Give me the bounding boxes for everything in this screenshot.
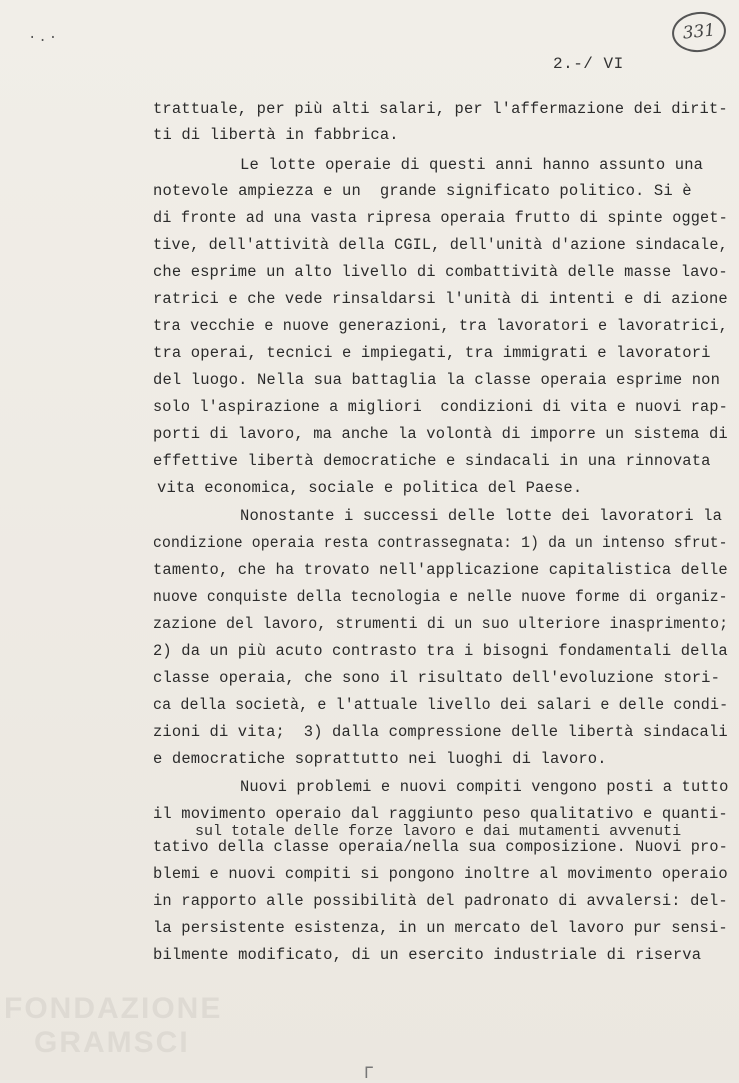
archive-number-stamp	[670, 9, 728, 54]
text-line: tra vecchie e nuove generazioni, tra lavoratori e lavoratrici,	[153, 317, 728, 335]
bottom-mark: ᒥ	[364, 1065, 373, 1083]
text-line: tra operai, tecnici e impiegati, tra immigrati e lavoratori	[153, 344, 711, 362]
text-line: blemi e nuovi compiti si pongono inoltre al movimento operaio	[153, 865, 728, 883]
text-line: il movimento operaio dal raggiunto peso qualitativo e quanti-	[153, 805, 728, 823]
text-line: solo l'aspirazione a migliori condizioni di vita e nuovi rap-	[153, 398, 728, 416]
text-line: porti di lavoro, ma anche la volontà di imporre un sistema di	[153, 425, 728, 443]
text-line: vita economica, sociale e politica del Paese.	[157, 479, 583, 497]
text-line: del luogo. Nella sua battaglia la classe operaia esprime non	[153, 371, 721, 389]
text-line: che esprime un alto livello di combattività delle masse lavo-	[153, 263, 728, 281]
archive-number: 331	[681, 20, 717, 44]
text-line: ratrici e che vede rinsaldarsi l'unità di intenti e di azione	[153, 290, 728, 308]
text-line: bilmente modificato, di un esercito industriale di riserva	[153, 946, 702, 964]
text-line: nuove conquiste della tecnologia e nelle nuove forme di organiz-	[153, 588, 728, 606]
text-line: e democratiche soprattutto nei luoghi di lavoro.	[153, 750, 607, 768]
text-line: condizione operaia resta contrassegnata: 1) da un intenso sfrut-	[153, 534, 728, 552]
text-line: ti di libertà in fabbrica.	[153, 126, 399, 144]
text-line: tativo della classe operaia/nella sua composizione. Nuovi pro-	[153, 838, 728, 856]
text-line: effettive libertà democratiche e sindacali in una rinnovata	[153, 452, 711, 470]
text-line: Le lotte operaie di questi anni hanno assunto una	[240, 156, 704, 174]
text-line: tamento, che ha trovato nell'applicazione capitalistica delle	[153, 561, 728, 579]
text-line: notevole ampiezza e un grande significato politico. Si è	[153, 182, 692, 200]
watermark-line-1: FONDAZIONE	[4, 992, 223, 1025]
text-line: zazione del lavoro, strumenti di un suo ulteriore inasprimento;	[153, 615, 729, 633]
interlinear-insertion: sul totale delle forze lavoro e dai mutamenti avvenuti	[195, 823, 682, 840]
text-line: in rapporto alle possibilità del padronato di avvalersi: del-	[153, 892, 728, 910]
text-line: classe operaia, che sono il risultato dell'evoluzione stori-	[153, 669, 721, 687]
page-number: 2.-/ VI	[553, 55, 624, 73]
archive-watermark	[4, 992, 222, 1060]
text-line: Nonostante i successi delle lotte dei lavoratori la	[240, 507, 723, 525]
text-line: ca della società, e l'attuale livello dei salari e delle condi-	[153, 696, 729, 714]
text-line: tive, dell'attività della CGIL, dell'unità d'azione sindacale,	[153, 236, 728, 254]
text-line: Nuovi problemi e nuovi compiti vengono posti a tutto	[240, 778, 729, 796]
watermark-line-2: GRAMSCI	[34, 1026, 190, 1059]
corner-mark: ·.·	[28, 30, 60, 46]
text-line: trattuale, per più alti salari, per l'affermazione dei dirit-	[153, 100, 728, 118]
text-line: 2) da un più acuto contrasto tra i bisogni fondamentali della	[153, 642, 728, 660]
text-line: la persistente esistenza, in un mercato del lavoro pur sensi-	[153, 919, 728, 937]
text-line: di fronte ad una vasta ripresa operaia frutto di spinte ogget-	[153, 209, 728, 227]
text-line: zioni di vita; 3) dalla compressione delle libertà sindacali	[153, 723, 728, 741]
